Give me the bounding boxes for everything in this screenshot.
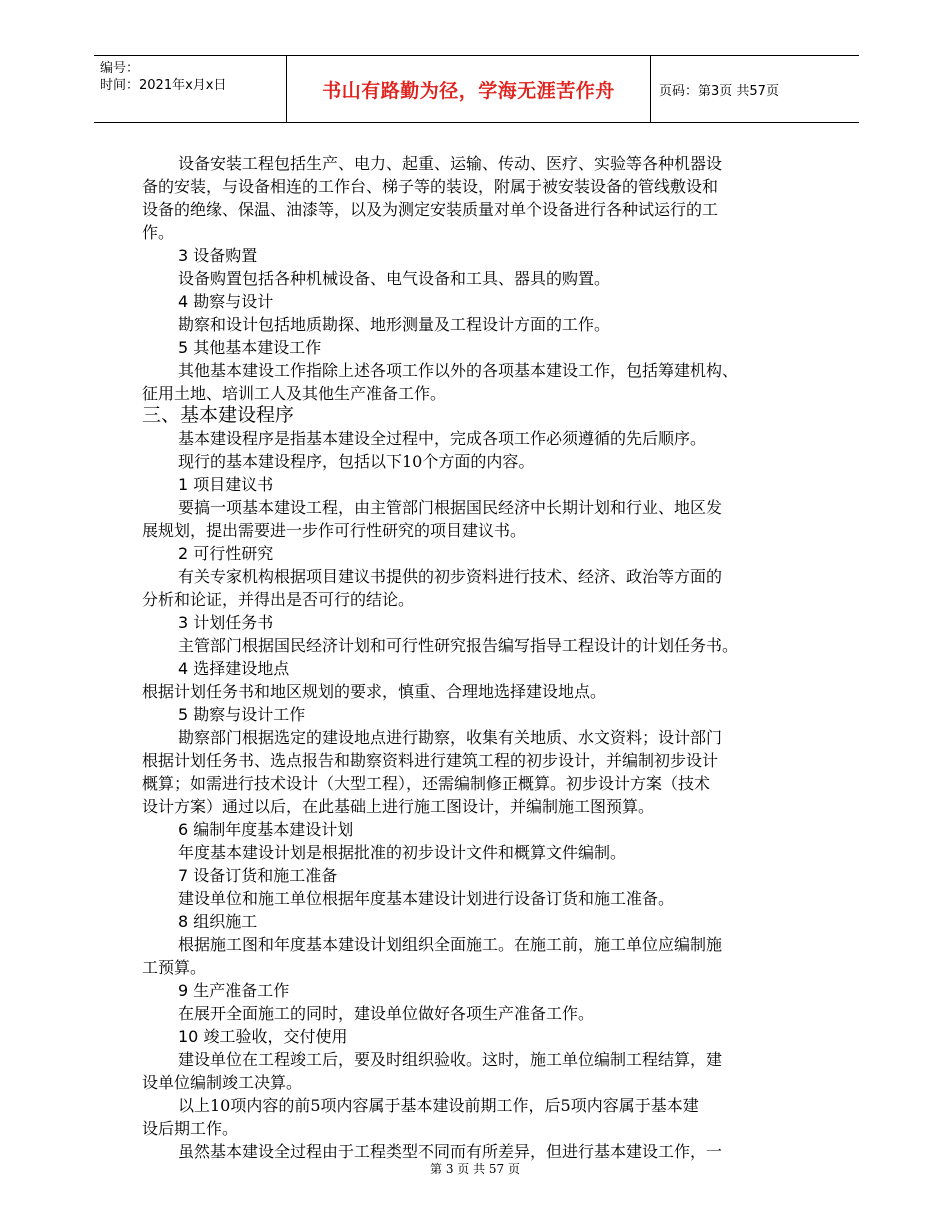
text-line: 有关专家机构根据项目建议书提供的初步资料进行技术、经济、政治等方面的 (178, 567, 723, 586)
section-heading: 三、基本建设程序 (142, 404, 295, 426)
text-line: 概算；如需进行技术设计（大型工程），还需编制修正概算。初步设计方案（技术 (142, 774, 711, 793)
text-line: 勘察和设计包括地质勘探、地形测量及工程设计方面的工作。 (178, 315, 611, 334)
text-line: 设备购置包括各种机械设备、电气设备和工具、器具的购置。 (178, 269, 611, 288)
header-divider (650, 56, 651, 122)
text-line: 建设单位和施工单位根据年度基本建设计划进行设备订货和施工准备。 (178, 889, 675, 908)
text-line: 要搞一项基本建设工程，由主管部门根据国民经济中长期计划和行业、地区发 (178, 498, 723, 517)
item-heading: 10 竣工验收，交付使用 (178, 1027, 348, 1046)
text-line: 根据计划任务书、选点报告和勘察资料进行建筑工程的初步设计，并编制初步设计 (142, 751, 719, 770)
header-page-number: 页码：第3页 共57页 (659, 84, 779, 99)
text-line: 其他基本建设工作指除上述各项工作以外的各项基本建设工作，包括筹建机构、 (178, 361, 739, 380)
document-number-label: 编号： (100, 61, 140, 76)
item-heading: 5 其他基本建设工作 (178, 338, 322, 357)
text-line: 以上10项内容的前5项内容属于基本建设前期工作，后5项内容属于基本建 (178, 1096, 699, 1115)
text-line: 年度基本建设计划是根据批准的初步设计文件和概算文件编制。 (178, 843, 627, 862)
item-heading: 9 生产准备工作 (178, 981, 290, 1000)
page-footer: 第 3 页 共 57 页 (430, 1162, 520, 1176)
item-heading: 2 可行性研究 (178, 544, 274, 563)
document-time-label: 时间：2021年x月x日 (100, 78, 227, 93)
text-line: 设后期工作。 (142, 1119, 239, 1138)
text-line: 分析和论证，并得出是否可行的结论。 (142, 590, 415, 609)
text-line: 现行的基本建设程序，包括以下10个方面的内容。 (178, 452, 535, 471)
text-line: 设计方案）通过以后，在此基础上进行施工图设计，并编制施工图预算。 (142, 797, 655, 816)
text-line: 设单位编制竣工决算。 (142, 1073, 303, 1092)
page-header (94, 55, 859, 123)
text-line: 在展开全面施工的同时，建设单位做好各项生产准备工作。 (178, 1004, 595, 1023)
text-line: 设备安装工程包括生产、电力、起重、运输、传动、医疗、实验等各种机器设 (178, 154, 723, 173)
item-heading: 3 设备购置 (178, 246, 258, 265)
text-line: 主管部门根据国民经济计划和可行性研究报告编写指导工程设计的计划任务书。 (178, 636, 739, 655)
text-line: 展规划，提出需要进一步作可行性研究的项目建议书。 (142, 521, 527, 540)
text-line: 基本建设程序是指基本建设全过程中，完成各项工作必须遵循的先后顺序。 (178, 429, 707, 448)
text-line: 征用土地、培训工人及其他生产准备工作。 (142, 384, 447, 403)
item-heading: 1 项目建议书 (178, 475, 274, 494)
text-line: 作。 (142, 223, 175, 242)
header-meta (100, 60, 226, 94)
text-line: 设备的绝缘、保温、油漆等，以及为测定安装质量对单个设备进行各种试运行的工 (142, 200, 719, 219)
header-motto: 书山有路勤为径，学海无涯苦作舟 (322, 80, 615, 102)
text-line: 虽然基本建设全过程由于工程类型不同而有所差异，但进行基本建设工作，一 (178, 1142, 723, 1161)
text-line: 工预算。 (142, 958, 207, 977)
item-heading: 6 编制年度基本建设计划 (178, 820, 354, 839)
text-line: 根据计划任务书和地区规划的要求，慎重、合理地选择建设地点。 (142, 682, 607, 701)
item-heading: 4 选择建设地点 (178, 659, 290, 678)
item-heading: 7 设备订货和施工准备 (178, 866, 338, 885)
item-heading: 5 勘察与设计工作 (178, 705, 306, 724)
text-line: 备的安装，与设备相连的工作台、梯子等的装设，附属于被安装设备的管线敷设和 (142, 177, 719, 196)
text-line: 建设单位在工程竣工后，要及时组织验收。这时，施工单位编制工程结算，建 (178, 1050, 723, 1069)
text-line: 根据施工图和年度基本建设计划组织全面施工。在施工前，施工单位应编制施 (178, 935, 723, 954)
item-heading: 3 计划任务书 (178, 613, 274, 632)
item-heading: 4 勘察与设计 (178, 292, 274, 311)
text-line: 勘察部门根据选定的建设地点进行勘察，收集有关地质、水文资料；设计部门 (178, 728, 723, 747)
item-heading: 8 组织施工 (178, 912, 258, 931)
